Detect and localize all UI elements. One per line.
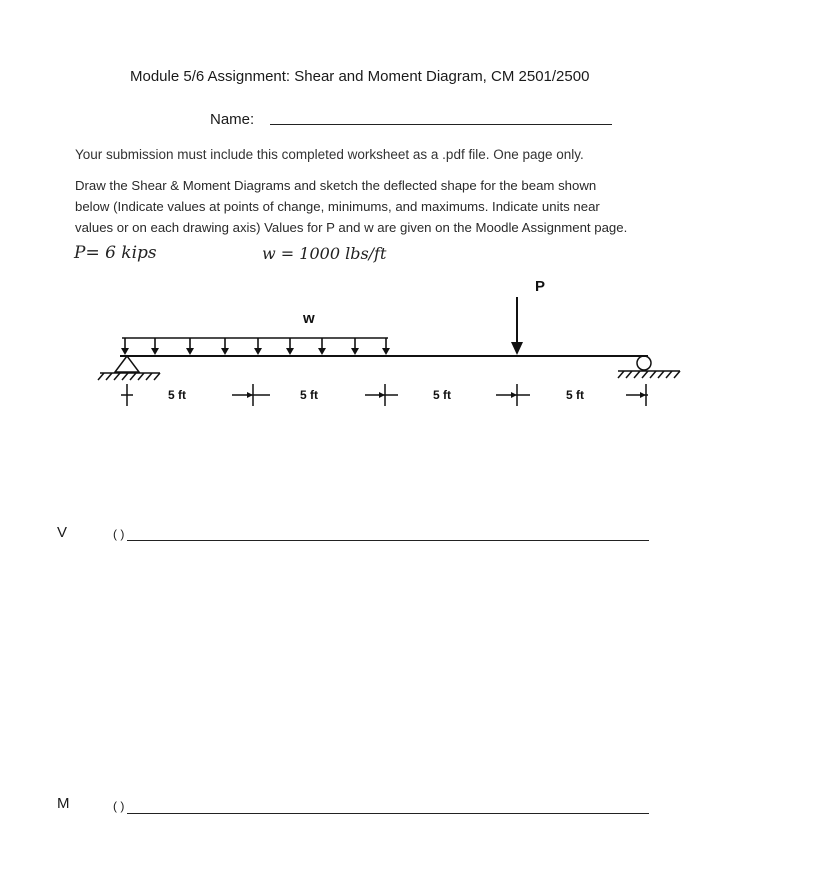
span-4-label: 5 ft [566, 388, 584, 402]
instruction-line-1: Draw the Shear & Moment Diagrams and sketch the deflected shape for the beam shown [75, 178, 597, 193]
handwritten-w-value: w = 1000 lbs/ft [262, 244, 387, 263]
moment-diagram-axis[interactable] [127, 813, 649, 814]
shear-diagram-axis[interactable] [127, 540, 649, 541]
point-load-label: P [535, 278, 546, 295]
instruction-line-2: below (Indicate values at points of change, minimums, and maximums. Indicate units near [75, 199, 600, 214]
beam-diagram [0, 260, 831, 420]
span-1-label: 5 ft [168, 388, 186, 402]
point-load-arrow [511, 297, 523, 355]
moment-axis-label: M [57, 795, 70, 812]
span-3-label: 5 ft [433, 388, 451, 402]
shear-units-blank[interactable]: ( ) [113, 527, 125, 541]
name-label: Name: [210, 111, 255, 128]
instruction-line-3: values or on each drawing axis) Values for P and w are given on the Moodle Assignment page. [75, 220, 628, 235]
roller-support [618, 356, 680, 378]
handwritten-p-value: P= 6 kips [74, 243, 157, 263]
distributed-load-arrows [121, 338, 390, 355]
submission-note: Your submission must include this completed worksheet as a .pdf file. One page only. [75, 147, 584, 162]
span-2-label: 5 ft [300, 388, 318, 402]
name-field-line[interactable] [270, 124, 612, 125]
distributed-load-label: w [303, 310, 315, 327]
pin-support [98, 356, 160, 380]
page-title: Module 5/6 Assignment: Shear and Moment Diagram, CM 2501/2500 [130, 68, 590, 85]
moment-units-blank[interactable]: ( ) [113, 799, 125, 813]
shear-axis-label: V [57, 524, 68, 541]
